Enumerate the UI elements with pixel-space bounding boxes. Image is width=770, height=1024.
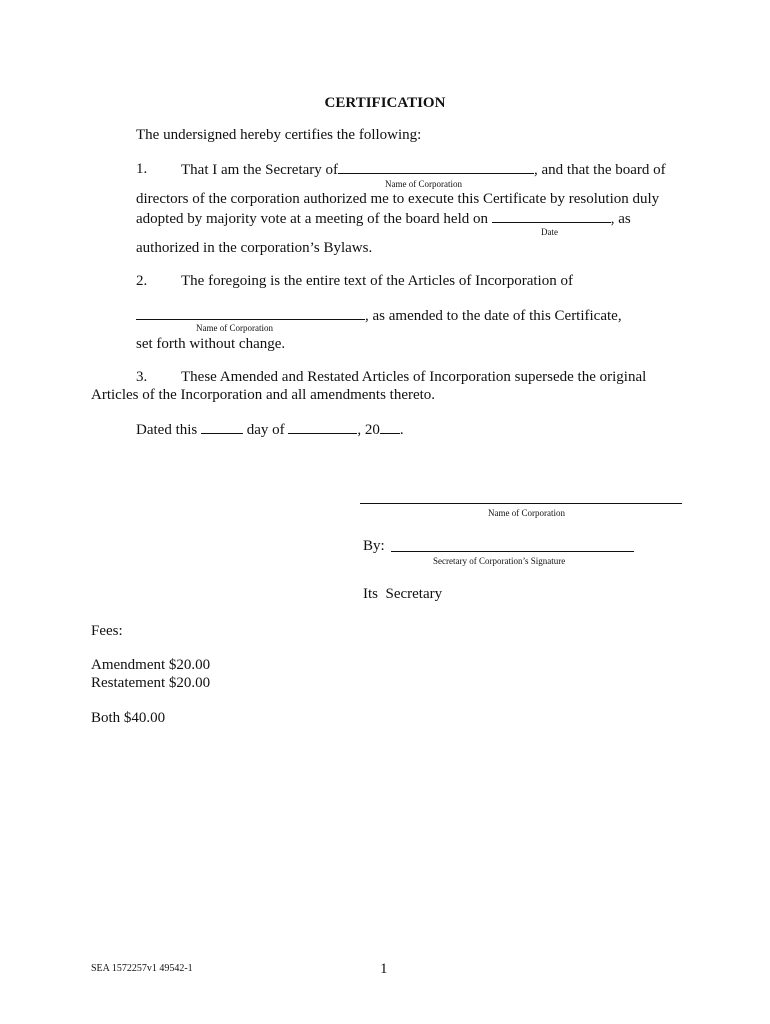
item1-date-caption: Date	[541, 227, 558, 237]
signature-corp-caption: Name of Corporation	[488, 508, 565, 518]
signature-caption: Secretary of Corporation’s Signature	[433, 556, 566, 566]
item2-corp-caption: Name of Corporation	[196, 323, 273, 333]
item1-line4: authorized in the corporation’s Bylaws.	[136, 240, 373, 256]
item1-number: 1.	[136, 161, 148, 177]
fees-heading: Fees:	[91, 623, 123, 639]
item1-line3-b: , as	[610, 211, 631, 227]
day-blank[interactable]	[201, 420, 243, 434]
item1-line3	[136, 209, 631, 228]
item1-line2: directors of the corporation authorized me to execute this Certificate by resolution duly	[136, 191, 660, 207]
its-secretary: Its Secretary	[363, 586, 443, 602]
item3-number: 3.	[136, 369, 148, 385]
month-blank[interactable]	[288, 420, 357, 434]
item1-line3-a: adopted by majority vote at a meeting of the board held on	[136, 211, 488, 227]
item2-text: The foregoing is the entire text of the Articles of Incorporation of	[181, 273, 573, 289]
by-label: By:	[363, 538, 385, 554]
item1-line1	[181, 160, 666, 179]
item1-text-b: , and that the board of	[534, 162, 666, 178]
fee-amendment: Amendment $20.00	[91, 657, 211, 673]
corporation-name-blank[interactable]	[338, 160, 534, 174]
dated-text-a: Dated this	[136, 422, 198, 438]
footer-doc-id: SEA 1572257v1 49542-1	[91, 963, 193, 974]
intro-text: The undersigned hereby certifies the following:	[136, 127, 422, 143]
year-blank[interactable]	[380, 420, 400, 434]
fee-restatement: Restatement $20.00	[91, 675, 211, 691]
secretary-signature-line[interactable]	[391, 551, 634, 552]
item2-corporation-name-blank[interactable]	[136, 306, 365, 320]
document-title: CERTIFICATION	[324, 95, 446, 111]
item3-text: These Amended and Restated Articles of Incorporation supersede the original	[181, 369, 647, 385]
corporation-name-signature-line[interactable]	[360, 503, 682, 504]
item1-corp-caption: Name of Corporation	[385, 179, 462, 189]
dated-line	[136, 420, 404, 439]
meeting-date-blank[interactable]	[492, 209, 611, 223]
item2-line3: set forth without change.	[136, 336, 286, 352]
dated-text-b: day of	[246, 422, 285, 438]
item1-text-a: That I am the Secretary of	[181, 162, 339, 178]
page-number: 1	[380, 961, 388, 977]
dated-text-c: , 20	[357, 422, 380, 438]
item3-line2: Articles of the Incorporation and all amendments thereto.	[91, 387, 436, 403]
dated-text-d: .	[399, 422, 404, 438]
item2-line2-b: , as amended to the date of this Certificate,	[365, 308, 622, 324]
fee-both: Both $40.00	[91, 710, 166, 726]
item2-number: 2.	[136, 273, 148, 289]
